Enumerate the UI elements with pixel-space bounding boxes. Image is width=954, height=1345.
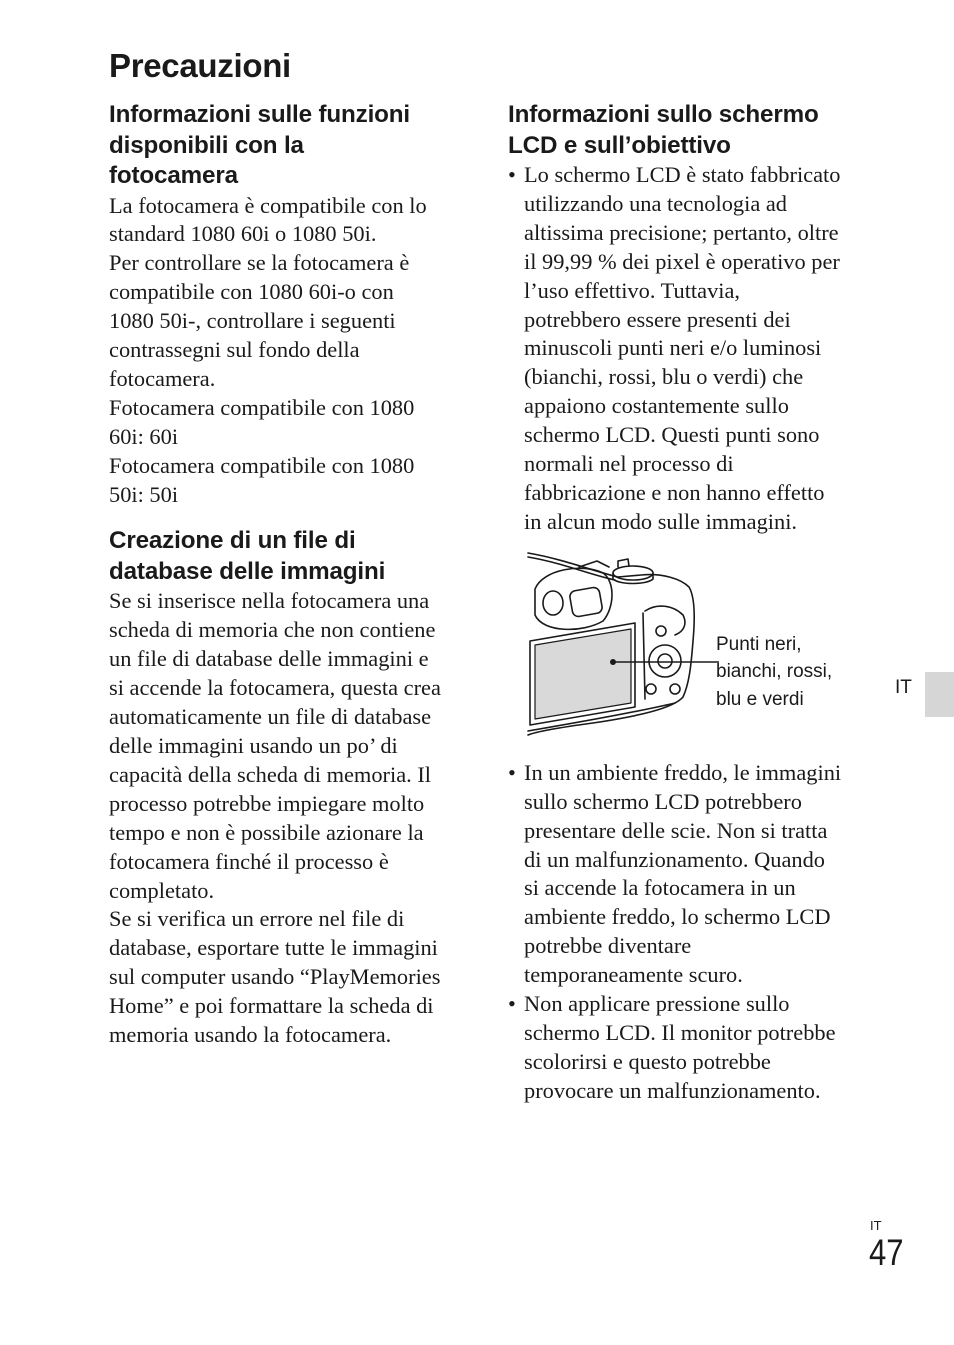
text-line: Fotocamera compatibile con 1080 — [109, 452, 415, 478]
text-line: utilizzando una tecnologia ad — [524, 190, 787, 216]
page-title: Precauzioni — [109, 47, 291, 84]
heading-line: database delle immagini — [109, 557, 386, 585]
text-line: sullo schermo LCD potrebbero — [524, 788, 802, 814]
text-line: Se si inserisce nella fotocamera una — [109, 588, 430, 614]
text-line: 60i: 60i — [109, 423, 179, 449]
text-line: si accende la fotocamera in un — [524, 875, 796, 901]
list-item — [508, 759, 868, 990]
heading-line: disponibili con la — [109, 131, 304, 159]
section-heading-camera-functions — [109, 100, 469, 192]
text-line: La fotocamera è compatibile con lo — [109, 192, 427, 218]
text-line: di un malfunzionamento. Quando — [524, 846, 825, 872]
heading-line: Informazioni sulle funzioni — [109, 101, 410, 128]
text-line: schermo LCD. Questi punti sono — [524, 422, 820, 448]
text-line: si accende la fotocamera, questa crea — [109, 675, 441, 701]
text-line: appaiono costantemente sullo — [524, 393, 789, 419]
text-line: Se si verifica un errore nel file di — [109, 906, 405, 932]
text-line: scolorirsi e questo potrebbe — [524, 1048, 771, 1074]
heading-line: Creazione di un file di — [109, 527, 356, 555]
text-line: 1080 50i-, controllare i seguenti — [109, 308, 396, 334]
heading-line: LCD e sull’obiettivo — [508, 131, 731, 159]
text-line: schermo LCD. Il monitor potrebbe — [524, 1019, 836, 1045]
left-column — [109, 100, 469, 1050]
section-body-camera-functions — [109, 192, 469, 510]
text-line: fabbricazione e non hanno effetto — [524, 479, 825, 505]
language-tab-label: IT — [895, 677, 912, 698]
text-line: presentare delle scie. Non si tratta — [524, 817, 828, 843]
lcd-precautions-list-cont — [508, 759, 868, 1106]
language-tab-marker — [925, 672, 954, 717]
text-line: Fotocamera compatibile con 1080 — [109, 394, 415, 420]
camera-lcd-illustration — [508, 549, 868, 746]
text-line: completato. — [109, 877, 215, 903]
text-line: processo potrebbe impiegare molto — [109, 790, 425, 816]
text-line: altissima precisione; pertanto, oltre — [524, 219, 839, 245]
text-line: Non applicare pressione sullo — [524, 991, 790, 1017]
text-line: scheda di memoria che non contiene — [109, 617, 436, 643]
text-line: il 99,99 % dei pixel è operativo per — [524, 248, 840, 274]
text-line: sul computer usando “PlayMemories — [109, 964, 441, 990]
page-language-code: IT — [870, 1218, 882, 1233]
list-item — [508, 161, 868, 537]
figure-caption — [716, 631, 866, 714]
text-line: normali nel processo di — [524, 451, 734, 477]
right-column — [508, 100, 868, 1106]
section-heading-lcd-lens — [508, 100, 868, 161]
text-line: delle immagini usando un po’ di — [109, 733, 398, 758]
text-line: ambiente freddo, lo schermo LCD — [524, 904, 831, 930]
text-line: Per controllare se la fotocamera è — [109, 250, 410, 276]
text-line: fotocamera. — [109, 365, 216, 391]
text-line: capacità della scheda di memoria. Il — [109, 761, 432, 787]
text-line: database, esportare tutte le immagini — [109, 935, 438, 961]
text-line: un file di database delle immagini e — [109, 646, 429, 672]
text-line: standard 1080 60i o 1080 50i. — [109, 221, 377, 247]
section-body-image-database — [109, 587, 469, 1050]
caption-line: blu e verdi — [716, 688, 804, 710]
lcd-precautions-list — [508, 161, 868, 537]
list-item — [508, 990, 868, 1106]
text-line: compatibile con 1080 60i-o con — [109, 279, 394, 305]
caption-line: Punti neri, — [716, 633, 802, 655]
text-line: memoria usando la fotocamera. — [109, 1022, 392, 1048]
bullet-icon: • — [508, 991, 516, 1017]
text-line: potrebbe diventare — [524, 933, 692, 959]
camera-back-icon — [523, 549, 723, 746]
bullet-icon: • — [508, 759, 516, 785]
bullet-icon: • — [508, 162, 516, 187]
text-line: 50i: 50i — [109, 481, 179, 507]
text-line: contrassegni sul fondo della — [109, 337, 360, 363]
text-line: fotocamera finché il processo è — [109, 848, 389, 874]
page-number: 47 — [869, 1232, 904, 1273]
text-line: Home” e poi formattare la scheda di — [109, 993, 434, 1019]
heading-line: Informazioni sullo schermo — [508, 101, 819, 128]
text-line: (bianchi, rossi, blu o verdi) che — [524, 364, 804, 390]
caption-line: bianchi, rossi, — [716, 661, 833, 683]
text-line: tempo e non è possibile azionare la — [109, 819, 424, 845]
text-line: minuscoli punti neri e/o luminosi — [524, 335, 822, 361]
text-line: In un ambiente freddo, le immagini — [524, 759, 842, 785]
text-line: in alcun modo sulle immagini. — [524, 508, 798, 534]
text-line: provocare un malfunzionamento. — [524, 1077, 821, 1103]
text-line: automaticamente un file di database — [109, 704, 432, 730]
text-line: potrebbero essere presenti dei — [524, 306, 791, 332]
text-line: temporaneamente scuro. — [524, 962, 743, 988]
section-heading-image-database — [109, 526, 469, 587]
text-line: l’uso effettivo. Tuttavia, — [524, 277, 741, 303]
text-line: Lo schermo LCD è stato fabbricato — [524, 162, 841, 187]
heading-line: fotocamera — [109, 162, 238, 189]
